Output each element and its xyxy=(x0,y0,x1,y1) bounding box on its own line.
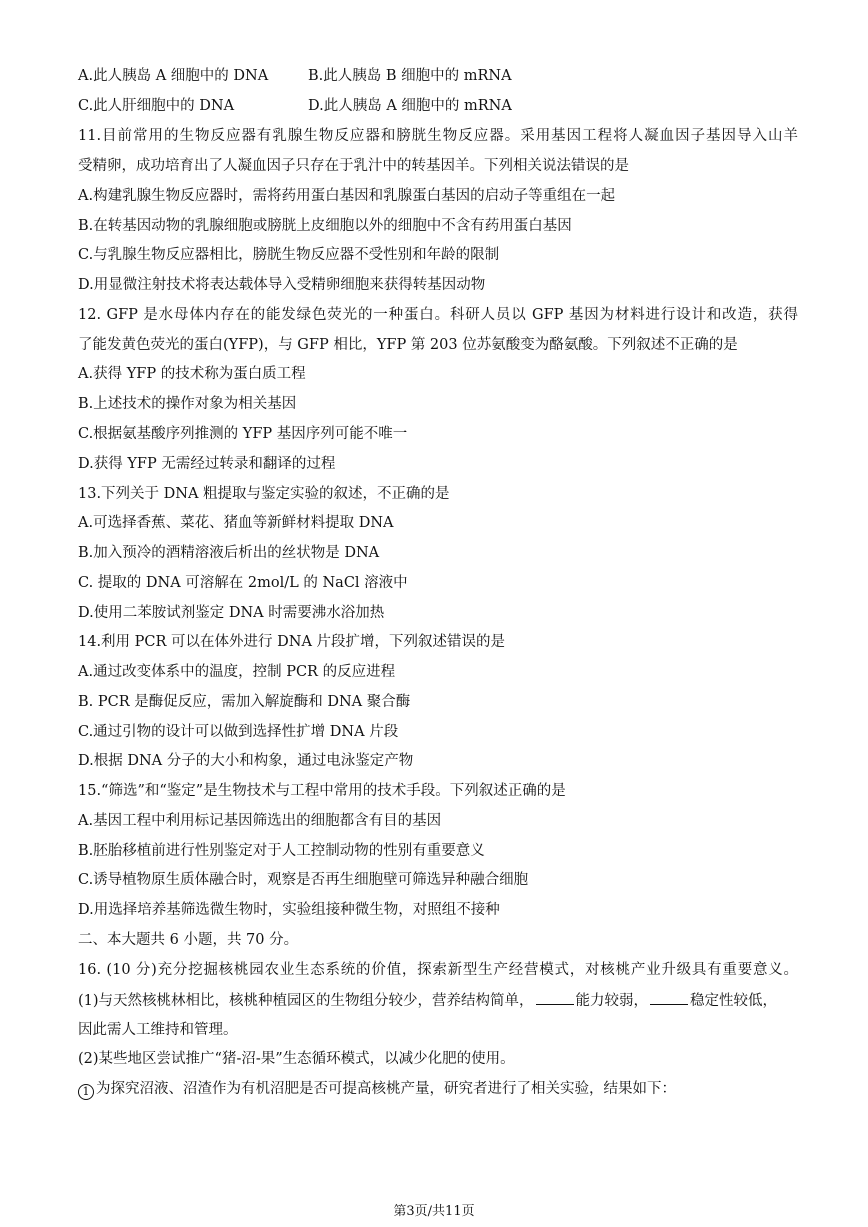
q16-part-2-sub-1-text: 为探究沼液、沼渣作为有机沼肥是否可提高核桃产量，研究者进行了相关实验，结果如下： xyxy=(96,1081,676,1097)
answer-blank-2[interactable] xyxy=(650,990,688,1005)
q16-part-1-text-c: 稳定性较低， xyxy=(690,993,778,1009)
q16-stem: 16. (10 分)充分挖掘核桃园农业生态系统的价值，探索新型生产经营模式，对核桃产业升级具有重要意义。 xyxy=(78,962,798,978)
q16-part-1-text-a: (1)与天然核桃林相比，核桃种植园区的生物组分较少，营养结构简单， xyxy=(78,993,534,1009)
q14-option-c: C.通过引物的设计可以做到选择性扩增 DNA 片段 xyxy=(78,724,399,740)
q13-option-b: B.加入预冷的酒精溶液后析出的丝状物是 DNA xyxy=(78,545,380,561)
q16-part-1-line-2: 因此需人工维持和管理。 xyxy=(78,1022,238,1038)
q10-option-c: C.此人肝细胞中的 DNA xyxy=(78,98,235,114)
q15-option-a: A.基因工程中利用标记基因筛选出的细胞都含有目的基因 xyxy=(78,813,442,829)
q10-options-row-1 xyxy=(78,66,798,86)
circled-number-marker: 1 xyxy=(78,1084,94,1100)
q14-option-d: D.根据 DNA 分子的大小和构象，通过电泳鉴定产物 xyxy=(78,753,414,769)
q16-part-2-sub-1 xyxy=(78,1079,798,1100)
q11-stem-line-2: 受精卵，成功培育出了人凝血因子只存在于乳汁中的转基因羊。下列相关说法错误的是 xyxy=(78,158,629,174)
q10-options-row-2 xyxy=(78,96,798,116)
q11-option-c: C.与乳腺生物反应器相比，膀胱生物反应器不受性别和年龄的限制 xyxy=(78,247,500,263)
q10-option-b: B.此人胰岛 B 细胞中的 mRNA xyxy=(308,68,512,84)
q11-option-a: A.构建乳腺生物反应器时，需将药用蛋白基因和乳腺蛋白基因的启动子等重组在一起 xyxy=(78,188,616,204)
q16-part-2: (2)某些地区尝试推广“猪-沼-果”生态循环模式，以减少化肥的使用。 xyxy=(78,1051,515,1067)
q16-part-1-text-b: 能力较弱， xyxy=(575,993,649,1009)
q14-option-b: B. PCR 是酶促反应，需加入解旋酶和 DNA 聚合酶 xyxy=(78,694,411,710)
q16-part-1 xyxy=(78,990,798,1011)
q13-stem: 13.下列关于 DNA 粗提取与鉴定实验的叙述，不正确的是 xyxy=(78,486,450,502)
q14-stem: 14.利用 PCR 可以在体外进行 DNA 片段扩增，下列叙述错误的是 xyxy=(78,634,506,650)
q15-stem: 15.“筛选”和“鉴定”是生物技术与工程中常用的技术手段。下列叙述正确的是 xyxy=(78,783,566,799)
q11-option-d: D.用显微注射技术将表达载体导入受精卵细胞来获得转基因动物 xyxy=(78,277,486,293)
q15-option-d: D.用选择培养基筛选微生物时，实验组接种微生物，对照组不接种 xyxy=(78,902,500,918)
q13-option-c: C. 提取的 DNA 可溶解在 2mol/L 的 NaCl 溶液中 xyxy=(78,575,408,591)
q10-option-d: D.此人胰岛 A 细胞中的 mRNA xyxy=(308,98,512,114)
q12-option-a: A.获得 YFP 的技术称为蛋白质工程 xyxy=(78,366,306,382)
q12-stem-line-2: 了能发黄色荧光的蛋白(YFP)，与 GFP 相比，YFP 第 203 位苏氨酸变为酪氨酸。下列叙述不正确的是 xyxy=(78,337,738,353)
q12-option-c: C.根据氨基酸序列推测的 YFP 基因序列可能不唯一 xyxy=(78,426,408,442)
q12-option-d: D.获得 YFP 无需经过转录和翻译的过程 xyxy=(78,456,336,472)
q13-option-a: A.可选择香蕉、菜花、猪血等新鲜材料提取 DNA xyxy=(78,515,394,531)
answer-blank-1[interactable] xyxy=(536,990,574,1005)
q12-stem-line-1: 12. GFP 是水母体内存在的能发绿色荧光的一种蛋白。科研人员以 GFP 基因为材料进行设计和改造，获得 xyxy=(78,307,798,323)
q14-option-a: A.通过改变体系中的温度，控制 PCR 的反应进程 xyxy=(78,664,396,680)
q10-option-a: A.此人胰岛 A 细胞中的 DNA xyxy=(78,68,269,84)
q15-option-c: C.诱导植物原生质体融合时，观察是否再生细胞壁可筛选异种融合细胞 xyxy=(78,872,529,888)
page-footer: 第3页/共11页 xyxy=(393,1204,475,1219)
q11-stem-line-1: 11.目前常用的生物反应器有乳腺生物反应器和膀胱生物反应器。采用基因工程将人凝血因子基因导入山羊 xyxy=(78,128,798,144)
section-2-heading: 二、本大题共 6 小题，共 70 分。 xyxy=(78,932,299,948)
q13-option-d: D.使用二苯胺试剂鉴定 DNA 时需要沸水浴加热 xyxy=(78,605,385,621)
q12-option-b: B.上述技术的操作对象为相关基因 xyxy=(78,396,297,412)
q11-option-b: B.在转基因动物的乳腺细胞或膀胱上皮细胞以外的细胞中不含有药用蛋白基因 xyxy=(78,218,572,234)
q15-option-b: B.胚胎移植前进行性别鉴定对于人工控制动物的性别有重要意义 xyxy=(78,843,485,859)
